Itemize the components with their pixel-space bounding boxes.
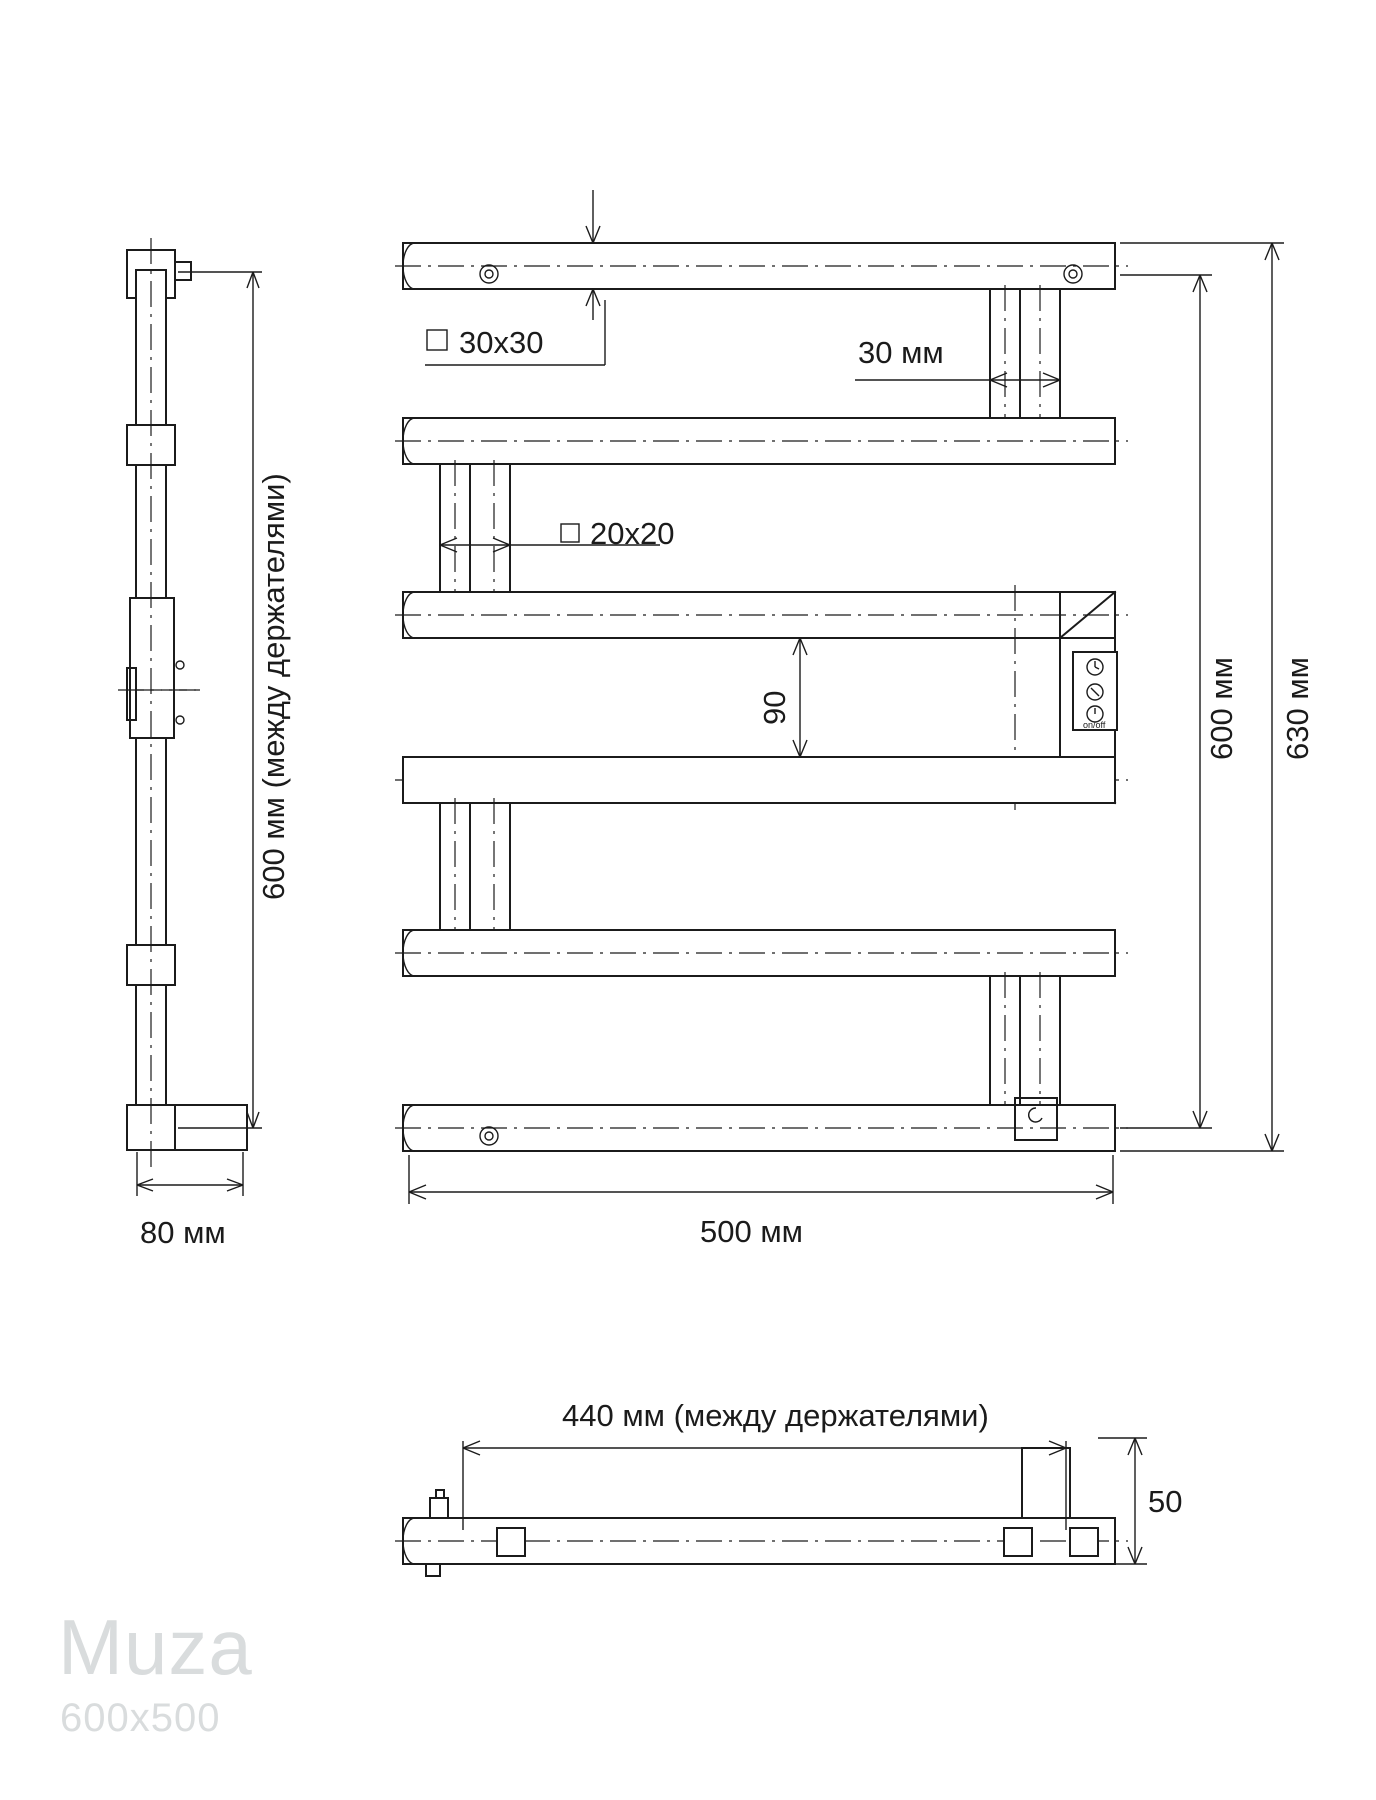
front-view (395, 190, 1315, 1249)
callout-front-600 (1120, 275, 1239, 1128)
callout-tube-width (855, 335, 1060, 387)
dim-front-width: 500 мм (700, 1214, 803, 1249)
callout-20x20 (440, 516, 674, 552)
dim-profile-secondary: 20x20 (590, 516, 675, 551)
dim-front-height-total: 630 мм (1280, 657, 1315, 760)
brand-label: Muza (58, 1603, 253, 1691)
top-view (395, 1398, 1182, 1576)
callout-gap-90 (757, 638, 807, 757)
side-view (118, 238, 291, 1250)
dim-side-depth: 80 мм (140, 1215, 226, 1250)
callout-front-500 (409, 1155, 1113, 1249)
callout-top-440 (463, 1398, 1066, 1530)
model-label: 600x500 (60, 1696, 221, 1740)
dim-tube-width: 30 мм (858, 335, 944, 370)
dim-top-mount-spacing: 440 мм (между держателями) (562, 1398, 989, 1433)
power-label: on/off (1083, 720, 1106, 730)
dim-front-height-inner: 600 мм (1204, 657, 1239, 760)
dim-mount-offset: 50 (1148, 1484, 1183, 1519)
dim-side-height: 600 мм (между держателями) (256, 473, 291, 900)
dim-profile-main: 30x30 (459, 325, 544, 360)
dim-gap: 90 (757, 690, 792, 725)
